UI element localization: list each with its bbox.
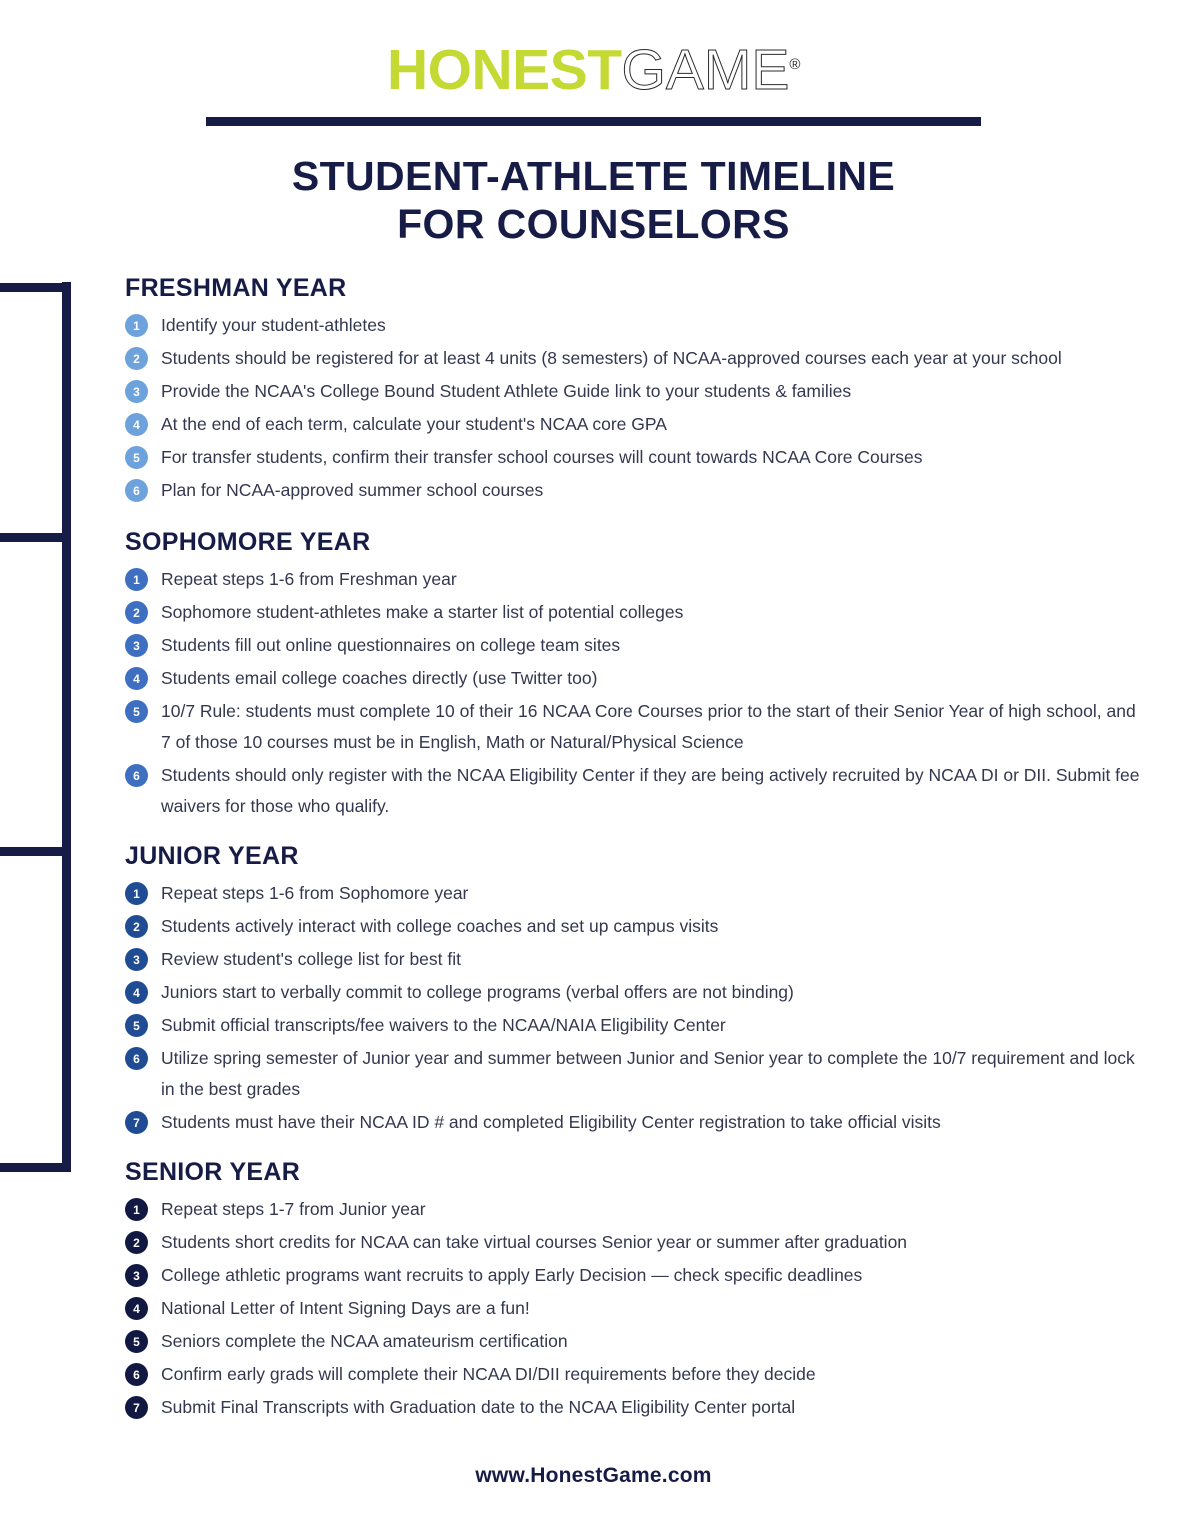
section-senior-year: [62, 1156, 1187, 1423]
step-text: Students actively interact with college coaches and set up campus visits: [161, 916, 719, 937]
step-number-badge: 3: [125, 634, 148, 657]
list-item: [125, 343, 1187, 374]
step-text: Repeat steps 1-6 from Sophomore year: [161, 883, 469, 904]
list-item: [125, 1010, 1187, 1041]
step-list-sophomore: [125, 564, 1187, 822]
page-title-line-2: FOR COUNSELORS: [397, 201, 790, 248]
step-text: Confirm early grads will complete their NCAA DI/DII requirements before they decide: [161, 1364, 816, 1385]
step-text: Students must have their NCAA ID # and completed Eligibility Center registration to take official visits: [161, 1112, 941, 1133]
step-text: Students email college coaches directly (use Twitter too): [161, 668, 598, 689]
step-number-badge: 3: [125, 948, 148, 971]
step-number-badge: 5: [125, 1330, 148, 1353]
registered-trademark-icon: ®: [789, 56, 800, 73]
section-tick-freshman: [0, 283, 69, 292]
list-item: [125, 409, 1187, 440]
list-item: [125, 1107, 1187, 1138]
step-number-badge: 3: [125, 380, 148, 403]
step-text: Submit official transcripts/fee waivers to the NCAA/NAIA Eligibility Center: [161, 1015, 726, 1036]
step-number-badge: 5: [125, 446, 148, 469]
section-junior-year: [62, 840, 1187, 1138]
step-number-badge: 3: [125, 1264, 148, 1287]
step-number-badge: 5: [125, 700, 148, 723]
step-text: Students short credits for NCAA can take virtual courses Senior year or summer after graduation: [161, 1232, 908, 1253]
step-number-badge: 5: [125, 1014, 148, 1037]
step-text: At the end of each term, calculate your student's NCAA core GPA: [161, 414, 667, 435]
step-number-badge: 7: [125, 1396, 148, 1419]
step-list-senior: [125, 1194, 1187, 1423]
step-number-badge: 4: [125, 981, 148, 1004]
list-item: [125, 1293, 1187, 1324]
step-text: Utilize spring semester of Junior year and summer between Junior and Senior year to complete the 10/7 requirement and lock in the best grades: [161, 1048, 1135, 1100]
step-number-badge: 6: [125, 1047, 148, 1070]
list-item: [125, 696, 1187, 758]
section-heading-freshman: FRESHMAN YEAR: [125, 274, 347, 303]
step-number-badge: 2: [125, 347, 148, 370]
timeline-container: [0, 276, 1187, 1423]
step-text: Students should only register with the NCAA Eligibility Center if they are being actively recruited by NCAA DI or DII. Submit fee waivers for those who qualify.: [161, 765, 1140, 817]
step-number-badge: 2: [125, 915, 148, 938]
list-item: [125, 1359, 1187, 1390]
list-item: [125, 911, 1187, 942]
step-text: Students should be registered for at least 4 units (8 semesters) of NCAA-approved courses each year at your school: [161, 348, 1062, 369]
step-number-badge: 4: [125, 1297, 148, 1320]
section-tick-junior: [0, 847, 69, 856]
document-header: [0, 0, 1187, 249]
step-text: Students fill out online questionnaires on college team sites: [161, 635, 621, 656]
step-number-badge: 7: [125, 1111, 148, 1134]
page-title-line-1: STUDENT-ATHLETE TIMELINE: [291, 153, 896, 199]
list-item: [125, 977, 1187, 1008]
list-item: [125, 597, 1187, 628]
step-text: 10/7 Rule: students must complete 10 of their 16 NCAA Core Courses prior to the start of their Senior Year of high school, and 7 of those 10 courses must be in English, Math or Natural/Physical Science: [161, 701, 1136, 753]
logo-word-game: GAME: [621, 38, 790, 102]
step-number-badge: 1: [125, 882, 148, 905]
step-text: Repeat steps 1-7 from Junior year: [161, 1199, 426, 1220]
step-number-badge: 2: [125, 601, 148, 624]
step-text: Plan for NCAA-approved summer school courses: [161, 480, 544, 501]
step-text: Identify your student-athletes: [161, 315, 386, 336]
step-list-freshman: [125, 310, 1187, 506]
step-text: Submit Final Transcripts with Graduation date to the NCAA Eligibility Center portal: [161, 1397, 796, 1418]
footer-website[interactable]: www.HonestGame.com: [475, 1464, 712, 1487]
list-item: [125, 630, 1187, 661]
logo-word-honest: HONEST: [387, 38, 622, 102]
list-item: [125, 442, 1187, 473]
list-item: [125, 878, 1187, 909]
list-item: [125, 564, 1187, 595]
step-text: National Letter of Intent Signing Days are a fun!: [161, 1298, 530, 1319]
step-text: For transfer students, confirm their transfer school courses will count towards NCAA Core Courses: [161, 447, 923, 468]
list-item: [125, 376, 1187, 407]
list-item: [125, 1194, 1187, 1225]
list-item: [125, 1227, 1187, 1258]
section-sophomore-year: [62, 526, 1187, 822]
step-number-badge: 1: [125, 1198, 148, 1221]
step-number-badge: 6: [125, 479, 148, 502]
section-heading-junior: JUNIOR YEAR: [125, 842, 299, 871]
step-number-badge: 4: [125, 413, 148, 436]
step-text: Sophomore student-athletes make a starter list of potential colleges: [161, 602, 684, 623]
page-title: [0, 152, 1187, 249]
brand-logo: [387, 38, 800, 102]
section-heading-sophomore: SOPHOMORE YEAR: [125, 528, 371, 557]
step-number-badge: 1: [125, 314, 148, 337]
step-text: Juniors start to verbally commit to college programs (verbal offers are not binding): [161, 982, 794, 1003]
step-number-badge: 6: [125, 764, 148, 787]
section-tick-sophomore: [0, 533, 69, 542]
list-item: [125, 475, 1187, 506]
list-item: [125, 663, 1187, 694]
step-text: Seniors complete the NCAA amateurism certification: [161, 1331, 568, 1352]
list-item: [125, 1392, 1187, 1423]
section-tick-senior: [0, 1163, 69, 1172]
step-text: Review student's college list for best fit: [161, 949, 462, 970]
step-text: Provide the NCAA's College Bound Student Athlete Guide link to your students & families: [161, 381, 852, 402]
step-text: College athletic programs want recruits to apply Early Decision — check specific deadlines: [161, 1265, 863, 1286]
list-item: [125, 944, 1187, 975]
section-heading-senior: SENIOR YEAR: [125, 1158, 301, 1187]
header-divider-rule: [206, 117, 981, 126]
step-number-badge: 1: [125, 568, 148, 591]
section-freshman-year: [62, 276, 1187, 506]
list-item: [125, 1260, 1187, 1291]
list-item: [125, 1326, 1187, 1357]
step-text: Repeat steps 1-6 from Freshman year: [161, 569, 457, 590]
step-number-badge: 2: [125, 1231, 148, 1254]
list-item: [125, 1043, 1187, 1105]
list-item: [125, 310, 1187, 341]
step-number-badge: 6: [125, 1363, 148, 1386]
step-list-junior: [125, 878, 1187, 1138]
step-number-badge: 4: [125, 667, 148, 690]
list-item: [125, 760, 1187, 822]
